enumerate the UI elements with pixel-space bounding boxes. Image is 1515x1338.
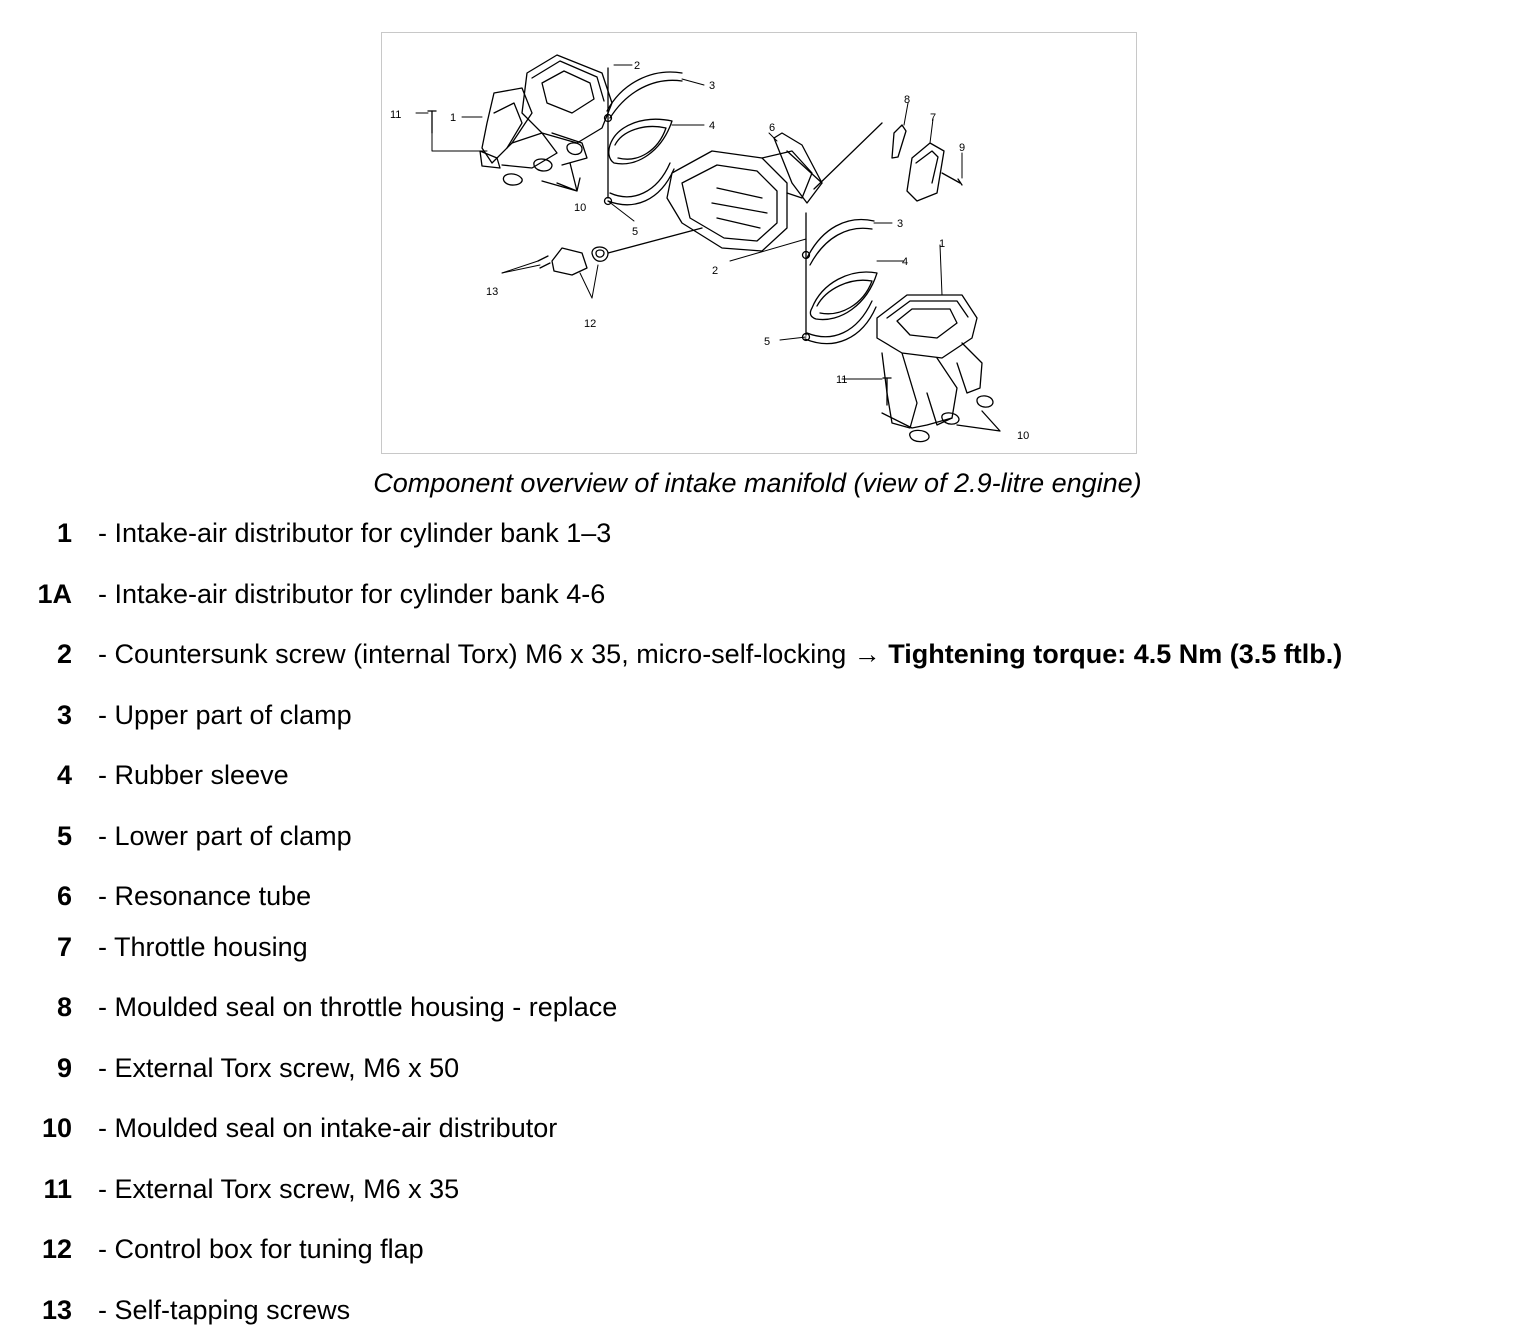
throttle-housing-group — [814, 123, 962, 201]
callout-1-lower: 1 — [939, 238, 946, 250]
callout-5-upper: 5 — [632, 226, 639, 238]
callout-9: 9 — [959, 142, 966, 154]
legend-number: 2 — [56, 639, 72, 669]
legend-description: - Rubber sleeve — [98, 760, 289, 790]
legend-description: - External Torx screw, M6 x 50 — [98, 1053, 460, 1083]
legend-description: - Lower part of clamp — [98, 821, 352, 851]
callout-1-upper: 1 — [450, 112, 457, 124]
callout-3-lower: 3 — [897, 218, 904, 230]
leader-lines — [416, 65, 962, 379]
legend-number: 10 — [41, 1113, 72, 1143]
legend-number: 4 — [56, 760, 72, 790]
callout-4-lower: 4 — [902, 256, 909, 268]
figure-caption: Component overview of intake manifold (view of 2.9-litre engine) — [373, 468, 1142, 498]
legend-description: - External Torx screw, M6 x 35 — [98, 1174, 460, 1204]
callout-4-upper: 4 — [709, 120, 716, 132]
legend-number: 12 — [41, 1234, 72, 1264]
callout-11-lower: 11 — [836, 374, 848, 386]
tightening-torque: Tightening torque: 4.5 Nm (3.5 ftlb.) — [888, 639, 1343, 669]
callout-10-upper: 10 — [574, 202, 587, 214]
legend-description: - Throttle housing — [98, 932, 308, 962]
legend-description: - Intake-air distributor for cylinder bank 4-6 — [98, 579, 606, 609]
legend-number: 13 — [41, 1295, 72, 1325]
legend-number: 11 — [43, 1174, 72, 1204]
callout-13: 13 — [486, 286, 499, 298]
callout-5-lower: 5 — [764, 336, 771, 348]
screws-11 — [428, 111, 891, 405]
legend-number: 7 — [56, 932, 72, 962]
callout-3-upper: 3 — [709, 80, 716, 92]
legend-number: 9 — [56, 1053, 72, 1083]
legend-description: - Intake-air distributor for cylinder bank 1–3 — [98, 518, 612, 548]
callout-2-upper: 2 — [634, 60, 641, 72]
legend-description: - Control box for tuning flap — [98, 1234, 424, 1264]
callout-12: 12 — [584, 318, 597, 330]
legend-number: 3 — [56, 700, 72, 730]
callout-10-lower: 10 — [1017, 430, 1030, 442]
legend-number: 5 — [56, 821, 72, 851]
legend-number: 6 — [56, 881, 72, 911]
legend-description: - Self-tapping screws — [98, 1295, 351, 1325]
callout-2-lower: 2 — [712, 265, 719, 277]
callout-7: 7 — [930, 112, 937, 124]
legend-description: - Upper part of clamp — [98, 700, 352, 730]
legend-description — [98, 636, 1342, 672]
component-diagram — [381, 32, 1137, 454]
legend-number: 1 — [56, 518, 72, 548]
clamp-assembly-lower — [803, 213, 878, 344]
legend-description: - Moulded seal on intake-air distributor — [98, 1113, 558, 1143]
legend-description-text: - Countersunk screw (internal Torx) M6 x 35, micro-self-locking → — [98, 639, 881, 669]
callout-11-upper: 11 — [390, 109, 402, 121]
intake-manifold-exploded-view — [382, 33, 1136, 453]
intake-distributor-lower — [877, 295, 982, 428]
legend-description: - Resonance tube — [98, 881, 312, 911]
callout-labels — [390, 60, 1029, 442]
legend-number: 1A — [37, 579, 72, 609]
legend-description: - Moulded seal on throttle housing - replace — [98, 992, 618, 1022]
tuning-flap-control-box — [538, 228, 702, 275]
callout-8: 8 — [904, 94, 911, 106]
legend-number: 8 — [56, 992, 72, 1022]
intake-distributor-upper — [480, 55, 612, 168]
callout-6: 6 — [769, 122, 776, 134]
resonance-body — [667, 133, 822, 251]
